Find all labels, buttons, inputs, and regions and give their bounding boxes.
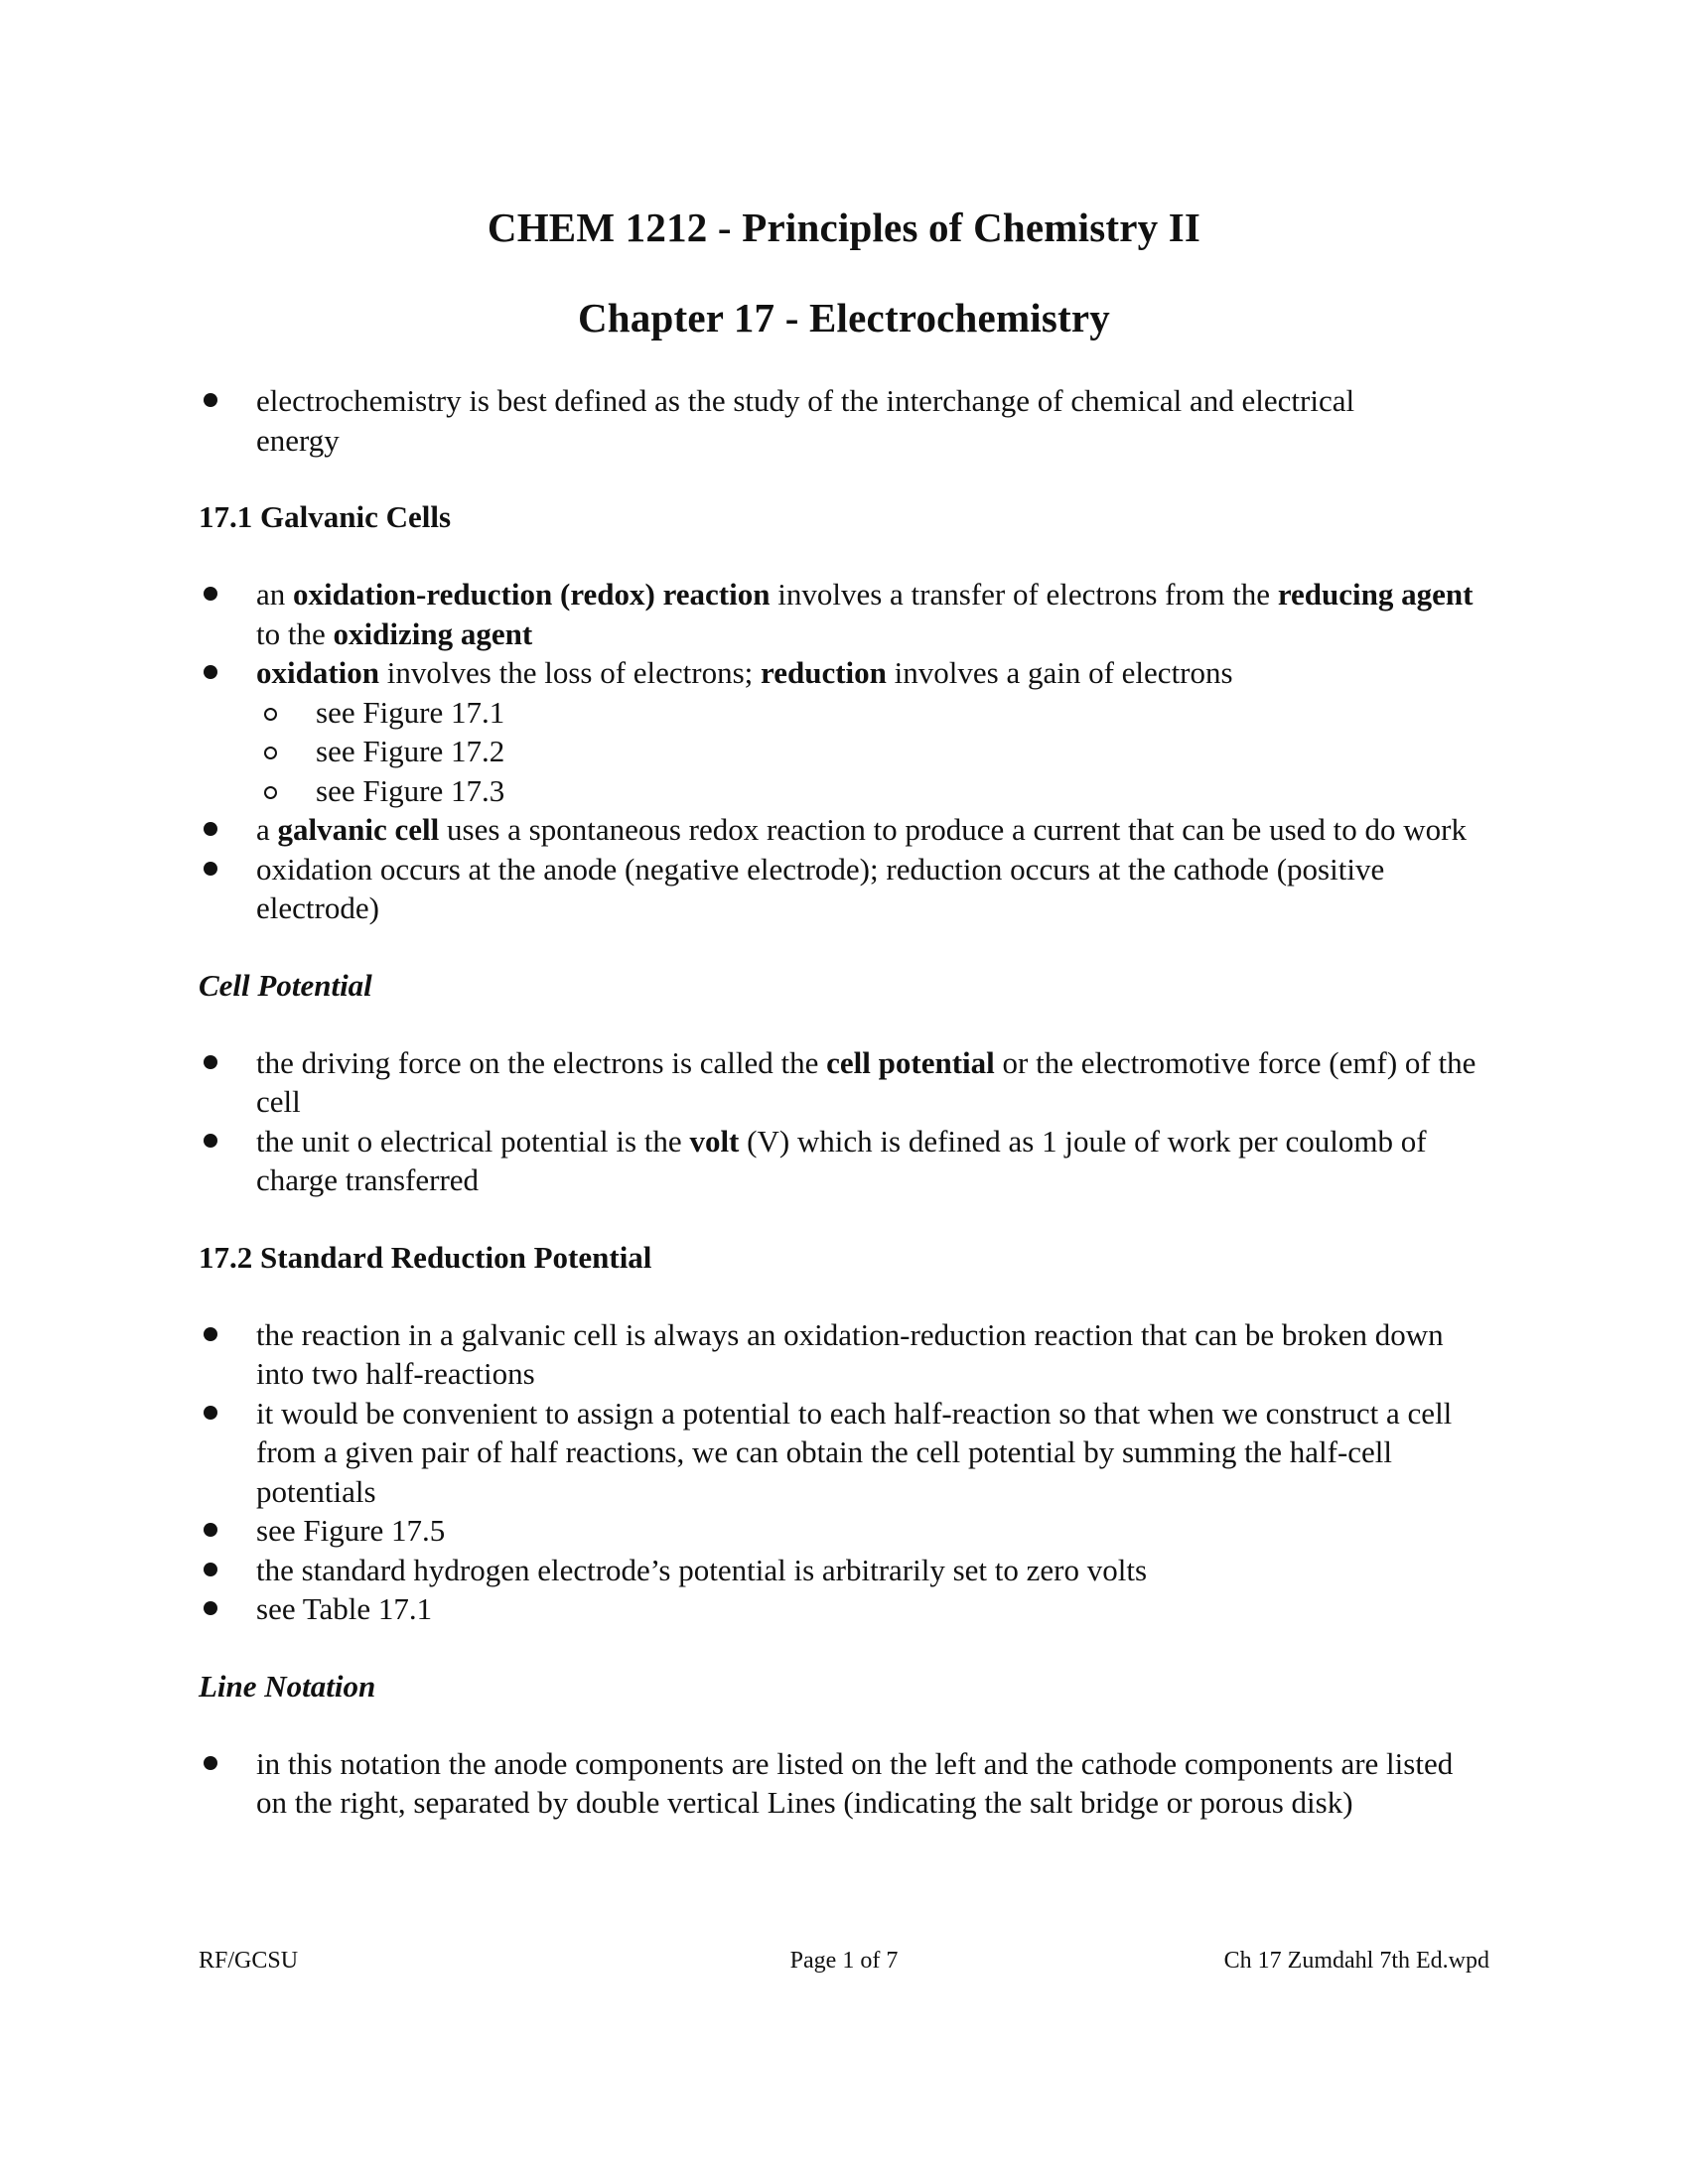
list-item: it would be convenient to assign a potential to each half-reaction so that when we construct a cell from a given pair of half reactions, we can obtain the cell potential by summing the half-cell potentials bbox=[199, 1394, 1489, 1512]
list-item: see Figure 17.5 bbox=[199, 1511, 1489, 1551]
circle-bullet-icon bbox=[264, 786, 277, 799]
list-item: oxidation involves the loss of electrons; reduction involves a gain of electrons see Figure 17.1 see Figure 17.2 see Figure 17.3 bbox=[199, 653, 1489, 810]
intro-list bbox=[199, 381, 1489, 460]
page-footer bbox=[199, 1948, 1489, 1983]
bullet-icon bbox=[204, 587, 217, 601]
chapter-title: Chapter 17 - Electrochemistry bbox=[577, 295, 1111, 341]
section-heading-galvanic-cells: 17.1 Galvanic Cells bbox=[199, 499, 452, 534]
list-item: the reaction in a galvanic cell is always an oxidation-reduction reaction that can be broken down into two half-reactions bbox=[199, 1315, 1489, 1394]
standard-reduction-list bbox=[199, 1315, 1489, 1629]
bullet-icon bbox=[204, 665, 217, 679]
footer-left: RF/GCSU bbox=[199, 1948, 299, 1974]
bullet-icon bbox=[204, 1756, 217, 1770]
bullet-icon bbox=[204, 1523, 217, 1537]
footer-filename: Ch 17 Zumdahl 7th Ed.wpd bbox=[1223, 1948, 1489, 1974]
bullet-icon bbox=[204, 393, 217, 407]
list-item: oxidation occurs at the anode (negative electrode); reduction occurs at the cathode (positive electrode) bbox=[199, 850, 1489, 928]
bullet-icon bbox=[204, 822, 217, 836]
list-item: a galvanic cell uses a spontaneous redox reaction to produce a current that can be used to do work bbox=[199, 810, 1489, 850]
bullet-icon bbox=[204, 1055, 217, 1069]
list-item: an oxidation-reduction (redox) reaction involves a transfer of electrons from the reducing agent to the oxidizing agent bbox=[199, 575, 1489, 653]
section-heading-line-notation: Line Notation bbox=[199, 1668, 376, 1704]
bullet-icon bbox=[204, 1134, 217, 1148]
cell-potential-list bbox=[199, 1043, 1489, 1200]
document-title: CHEM 1212 - Principles of Chemistry II bbox=[487, 205, 1201, 250]
bullet-icon bbox=[204, 862, 217, 876]
list-item: in this notation the anode components are listed on the left and the cathode components are listed on the right, separated by double vertical Lines (indicating the salt bridge or porous disk) bbox=[199, 1744, 1489, 1823]
bullet-icon bbox=[204, 1327, 217, 1341]
sublist-item: see Figure 17.2 bbox=[256, 732, 1489, 771]
list-item: the standard hydrogen electrode’s potential is arbitrarily set to zero volts bbox=[199, 1551, 1489, 1590]
section-heading-standard-reduction-potential: 17.2 Standard Reduction Potential bbox=[199, 1239, 652, 1275]
figure-sublist bbox=[256, 693, 1489, 811]
list-item: the unit o electrical potential is the volt (V) which is defined as 1 joule of work per coulomb of charge transferred bbox=[199, 1122, 1489, 1200]
list-item: the driving force on the electrons is called the cell potential or the electromotive force (emf) of the cell bbox=[199, 1043, 1489, 1122]
sublist-item: see Figure 17.3 bbox=[256, 771, 1489, 811]
bullet-icon bbox=[204, 1406, 217, 1420]
galvanic-cells-list bbox=[199, 575, 1489, 928]
line-notation-list bbox=[199, 1744, 1489, 1823]
bullet-icon bbox=[204, 1601, 217, 1615]
bullet-icon bbox=[204, 1563, 217, 1576]
list-item: electrochemistry is best defined as the study of the interchange of chemical and electrical energy bbox=[199, 381, 1489, 460]
list-item: see Table 17.1 bbox=[199, 1589, 1489, 1629]
document-body bbox=[199, 381, 1489, 1823]
sublist-item: see Figure 17.1 bbox=[256, 693, 1489, 733]
section-heading-cell-potential: Cell Potential bbox=[199, 967, 372, 1003]
circle-bullet-icon bbox=[264, 747, 277, 759]
page-number: Page 1 of 7 bbox=[789, 1948, 899, 1974]
circle-bullet-icon bbox=[264, 708, 277, 721]
